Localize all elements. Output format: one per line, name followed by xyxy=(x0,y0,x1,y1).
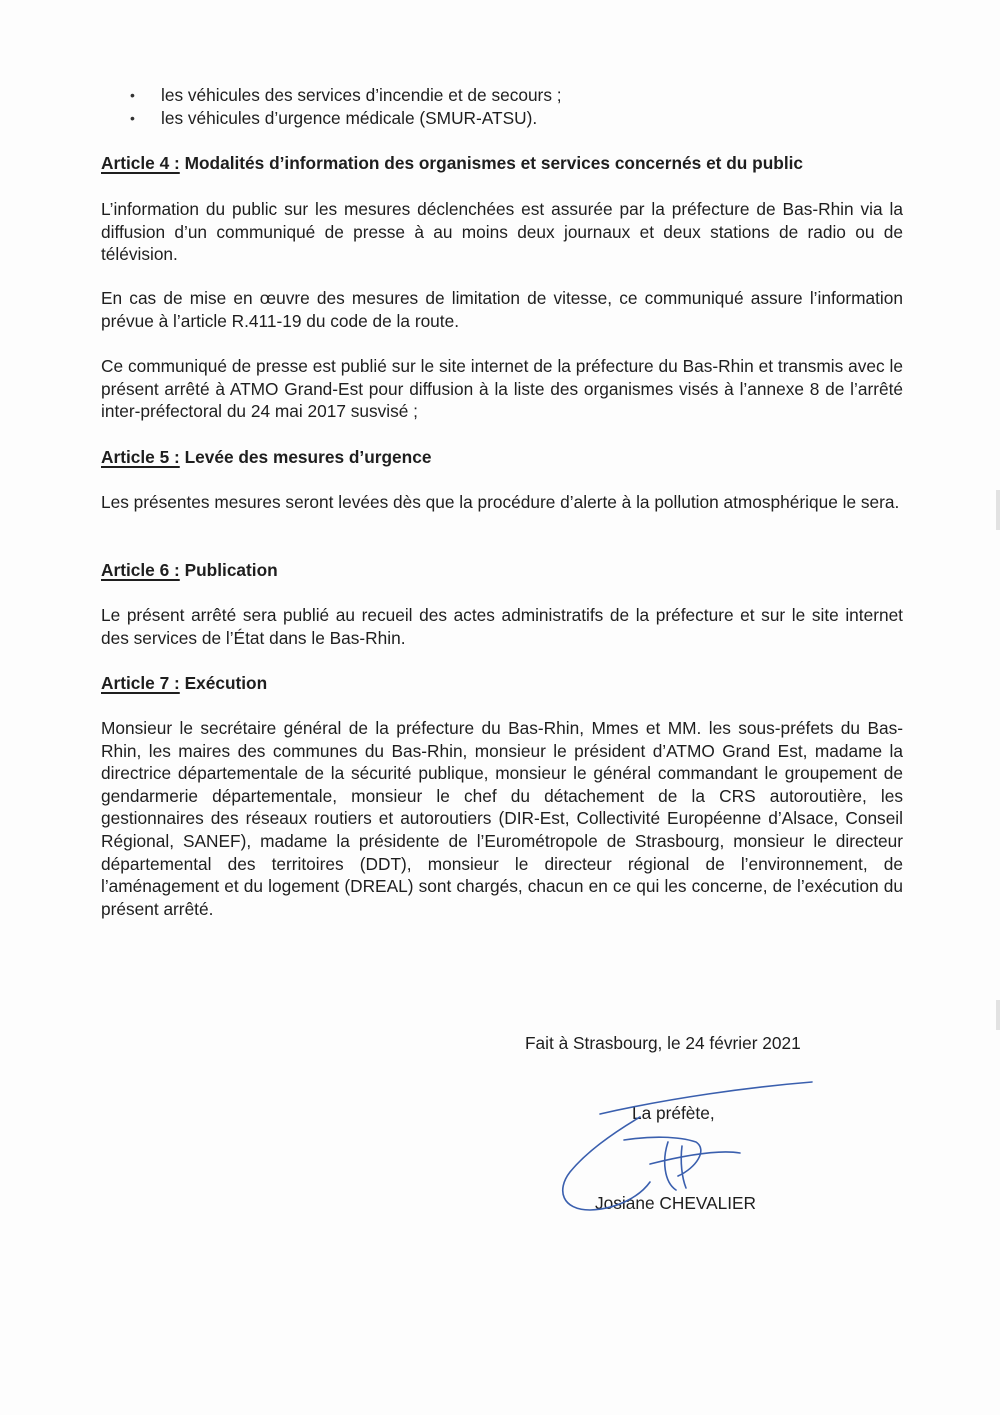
article-7-label: Article 7 : xyxy=(101,673,180,693)
signature-block xyxy=(500,1032,920,1222)
article-7-heading xyxy=(101,672,901,695)
article-4-title: Modalités d’information des organismes et services concernés et du public xyxy=(184,153,804,173)
scan-edge-mark xyxy=(996,1000,1000,1030)
signature-strokes xyxy=(563,1082,812,1210)
signatory-title: La préfète, xyxy=(632,1103,715,1123)
article-5-paragraph: Les présentes mesures seront levées dès que la procédure d’alerte à la pollution atmosphérique le sera. xyxy=(101,492,900,512)
article-4-paragraph-1: L’information du public sur les mesures déclenchées est assurée par la préfecture de Bas-Rhin via la diffusion d’un communiqué de presse à au moins deux journaux et deux stations de radio ou de télévision. xyxy=(101,199,903,265)
article-6-label: Article 6 : xyxy=(101,560,180,580)
article-7-paragraph: Monsieur le secrétaire général de la préfecture du Bas-Rhin, Mmes et MM. les sous-préfets du Bas-Rhin, les maires des communes du Bas-Rhin, monsieur le président d’ATMO Grand Est, madame la directrice départementale de la sécurité publique, monsieur le général commandant le groupement de gendarmerie départementale, monsieur le chef du détachement de la CRS autoroutière, les gestionnaires des réseaux routiers et autoroutiers (DIR-Est, Collectivité Européenne d’Alsace, Conseil Régional, SANEF), madame la présidente de l’Eurométropole de Strasbourg, monsieur le directeur départemental des territoires (DDT), monsieur le directeur régional de l’environnement, de l’aménagement et du logement (DREAL) sont chargés, chacun en ce qui les concerne, de l’exécution du présent arrêté. xyxy=(101,718,903,919)
article-4-heading xyxy=(101,152,901,175)
article-4-paragraph-2: En cas de mise en œuvre des mesures de limitation de vitesse, ce communiqué assure l’information prévue à l’article R.411-19 du code de la route. xyxy=(101,288,903,331)
handwritten-signature xyxy=(500,1032,920,1222)
place-and-date: Fait à Strasbourg, le 24 février 2021 xyxy=(525,1033,801,1053)
article-5-heading xyxy=(101,446,901,469)
article-5-label: Article 5 : xyxy=(101,447,180,467)
bullet-item: • les véhicules d’urgence médicale (SMUR-ATSU). xyxy=(130,107,890,130)
article-7-title: Exécution xyxy=(184,673,268,693)
article-4-paragraph-3: Ce communiqué de presse est publié sur le site internet de la préfecture du Bas-Rhin et transmis avec le présent arrêté à ATMO Grand-Est pour diffusion à la liste des organismes visés à l’annexe 8 de l’arrêté inter-préfectoral du 24 mai 2017 susvisé ; xyxy=(101,356,903,422)
signatory-name: Josiane CHEVALIER xyxy=(595,1193,757,1213)
bullet-item: • les véhicules des services d’incendie et de secours ; xyxy=(130,84,890,107)
article-5-title: Levée des mesures d’urgence xyxy=(184,447,432,467)
scan-edge-mark xyxy=(996,490,1000,530)
bullet-list xyxy=(130,84,890,129)
article-6-title: Publication xyxy=(184,560,278,580)
article-6-heading xyxy=(101,559,901,582)
article-6-paragraph: Le présent arrêté sera publié au recueil des actes administratifs de la préfecture et sur le site internet des services de l’État dans le Bas-Rhin. xyxy=(101,605,903,648)
article-4-label: Article 4 : xyxy=(101,153,180,173)
